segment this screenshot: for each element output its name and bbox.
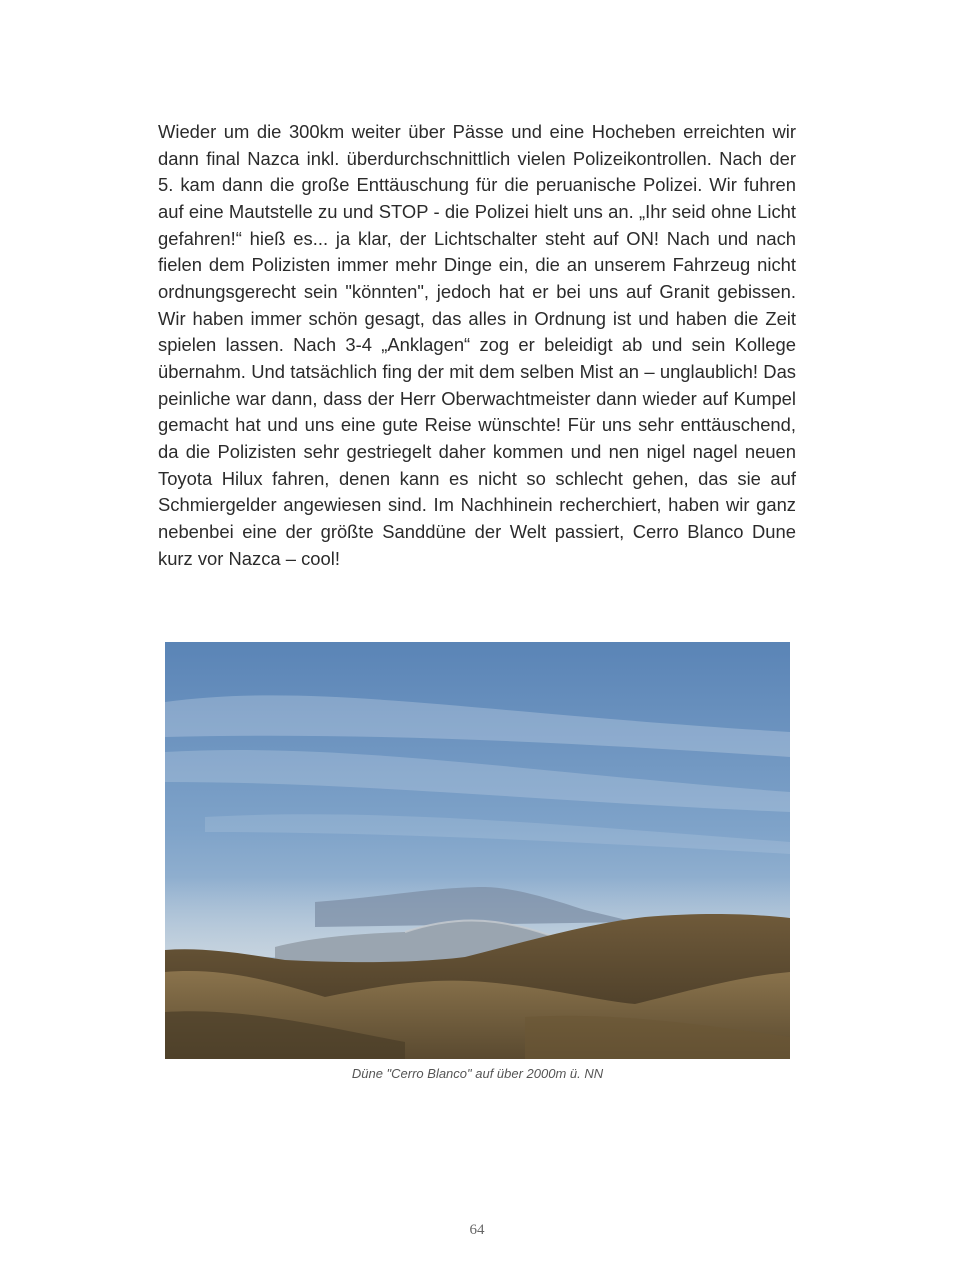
figure-caption: Düne "Cerro Blanco" auf über 2000m ü. NN (351, 1066, 604, 1081)
body-paragraph: Wieder um die 300km weiter über Pässe und eine Hocheben erreichten wir dann final Nazca inkl. überdurchschnittlich vielen Polizeikontrollen. Nach der 5. kam dann die große Enttäuschung für die peruanische Polizei. Wir fuhren auf eine Mautstelle zu und STOP - die Polizei hielt uns an. „Ihr seid ohne Licht gefahren!“ hieß es... ja klar, der Lichtschalter steht auf ON! Nach und nach fielen dem Polizisten immer mehr Dinge ein, die an unserem Fahrzeug nicht ordnungsgerecht sein "könnten", jedoch hat er bei uns auf Granit gebissen. Wir haben immer schön gesagt, das alles in Ordnung ist und haben die Zeit spielen lassen. Nach 3-4 „Anklagen“ zog er beleidigt ab und sein Kollege übernahm. Und tatsächlich fing der mit dem selben Mist an – unglaublich! Das peinliche war dann, dass der Herr Oberwachtmeister dann wieder auf Kumpel gemacht hat und uns eine gute Reise wünschte! Für uns sehr enttäuschend, da die Polizisten sehr gestriegelt daher kommen und nen nigel nagel neuen Toyota Hilux fahren, denen kann es nicht so schlecht gehen, das sie auf Schmiergelder angewiesen sind. Im Nachhinein recherchiert, haben wir ganz nebenbei eine der größte Sanddüne der Welt passiert, Cerro Blanco Dune kurz vor Nazca – cool! (158, 121, 796, 569)
page-number: 64 (469, 1222, 485, 1238)
landscape-photo (165, 642, 790, 1059)
body-text (158, 119, 796, 572)
